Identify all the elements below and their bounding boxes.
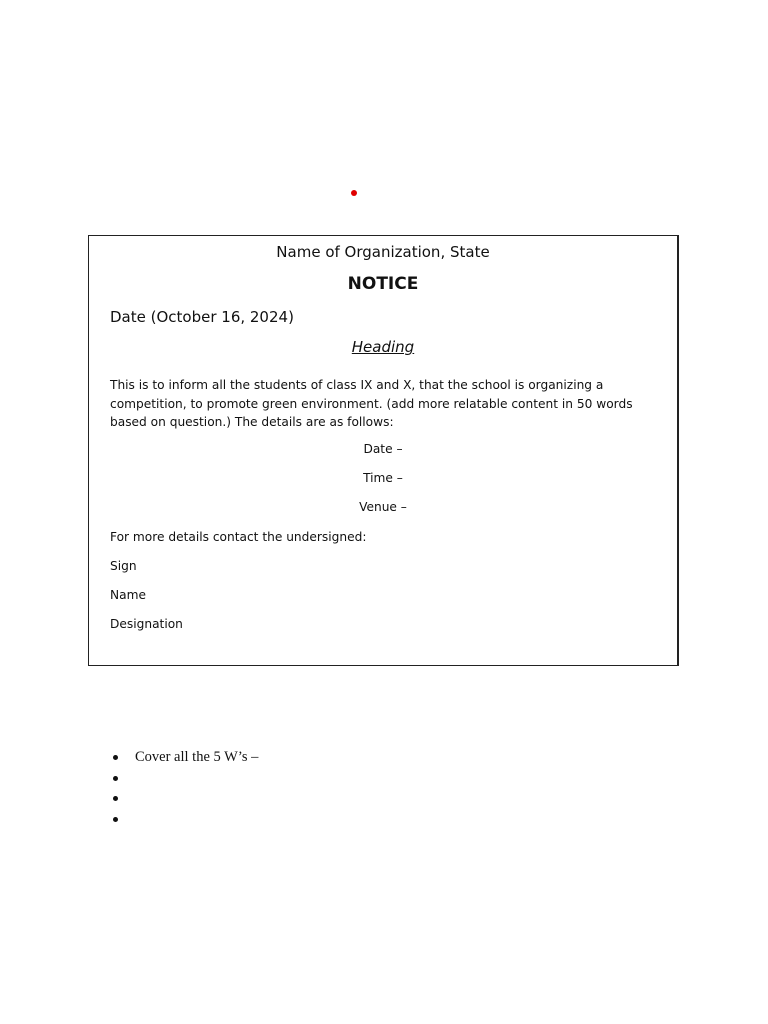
notice-title: NOTICE	[347, 274, 419, 294]
contact-line: For more details contact the undersigned:	[110, 530, 367, 544]
bullet-list	[112, 747, 258, 829]
notice-box	[88, 235, 679, 666]
notice-body: This is to inform all the students of class IX and X, that the school is organizing a competition, to promote green environment. (add more relatable content in 50 words based on question.) The details are as follows:	[110, 378, 633, 429]
bullet-icon	[113, 796, 118, 801]
notice-date: Date (October 16, 2024)	[110, 308, 294, 326]
bullet-icon	[113, 776, 118, 781]
name-line: Name	[110, 588, 146, 602]
bullet-item	[112, 809, 258, 830]
detail-venue: Venue –	[359, 500, 407, 514]
bullet-text: Cover all the 5 W’s –	[135, 749, 259, 765]
bullet-item	[112, 747, 258, 768]
bullet-item	[112, 788, 258, 809]
organization-name: Name of Organization, State	[276, 243, 490, 261]
designation-line: Designation	[110, 617, 183, 631]
detail-date: Date –	[363, 442, 403, 456]
sign-line: Sign	[110, 559, 137, 573]
bullet-item	[112, 768, 258, 789]
bullet-icon	[113, 755, 118, 760]
notice-heading: Heading	[351, 338, 415, 356]
bullet-icon	[113, 817, 118, 822]
detail-time: Time –	[363, 471, 403, 485]
red-marker-dot	[351, 190, 357, 196]
